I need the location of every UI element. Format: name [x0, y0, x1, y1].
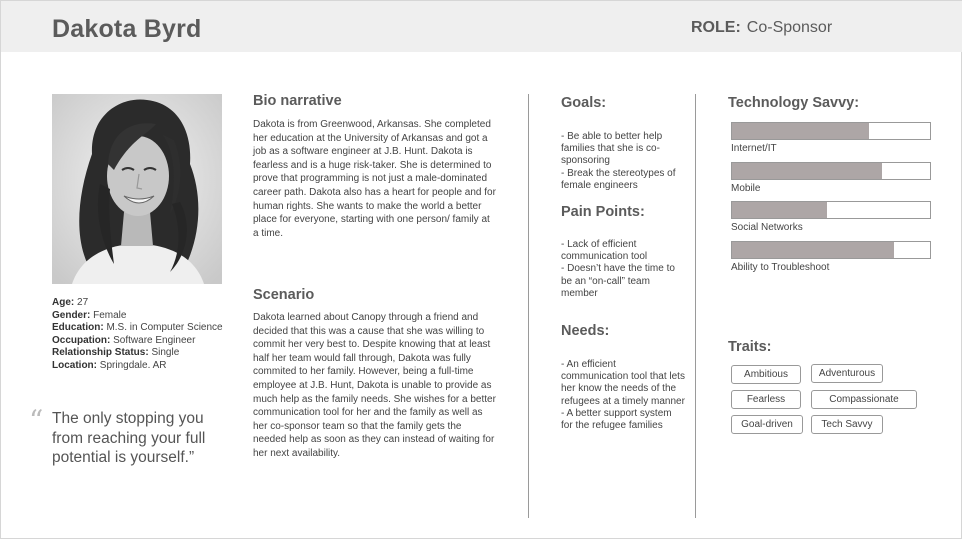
header-bar [1, 1, 962, 52]
list-item: - A better support system for the refugee families [561, 407, 672, 432]
list-item: - Doesn’t have the time to be an “on-call” team member [561, 263, 675, 299]
scenario-text: Dakota learned about Canopy through a friend and decided that this was a cause that she was willing to commit her very best to. Despite knowing that at least half her team would fall through, Dakota was fully commited to her family. However, being a full-time employee at J.B. Hunt, Dakota is unable to provide as much help as the family needs. She wishes for a better communication tool for her and the family as well as her co-sponsor team so that the family gets the needed help as soon as they can instead of waiting for her next availability. [253, 312, 496, 459]
column-divider [528, 94, 529, 518]
scenario-title: Scenario [253, 287, 315, 303]
fact-label: Location: [52, 359, 97, 371]
fact-age [52, 297, 223, 310]
fact-label: Occupation: [52, 334, 111, 346]
trait-tag: Goal-driven [731, 415, 803, 434]
skill-bar-fill [732, 242, 894, 258]
goals-list [561, 131, 685, 192]
trait-tag: Fearless [731, 390, 801, 409]
skill-bar-internet [731, 122, 931, 140]
fact-label: Age: [52, 297, 75, 308]
column-divider [695, 94, 696, 518]
needs-title: Needs: [561, 323, 610, 339]
skill-bar-social [731, 201, 931, 219]
fact-occupation [52, 335, 223, 348]
tech-title: Technology Savvy: [728, 95, 860, 111]
skill-bar-fill [732, 163, 882, 179]
fact-value: Female [93, 309, 127, 321]
quote-text: The only stopping you from reaching your full potential is yourself.” [52, 410, 206, 466]
fact-gender [52, 310, 223, 323]
role-value: Co-Sponsor [746, 19, 833, 36]
skill-label: Internet/IT [731, 143, 777, 154]
trait-tag: Tech Savvy [811, 415, 883, 434]
trait-tag: Compassionate [811, 390, 917, 409]
persona-name: Dakota Byrd [52, 15, 202, 43]
portrait-illustration [52, 94, 222, 284]
trait-tag: Adventurous [811, 364, 883, 383]
fact-education [52, 322, 223, 335]
profile-photo [52, 94, 222, 284]
skill-bar-fill [732, 123, 869, 139]
fact-value: Software Engineer [113, 334, 196, 346]
skill-bar-mobile [731, 162, 931, 180]
fact-value: Single [151, 347, 180, 359]
role-line [691, 19, 832, 37]
needs-list [561, 359, 685, 432]
trait-tag: Ambitious [731, 365, 801, 384]
skill-bar-troubleshoot [731, 241, 931, 259]
fact-value: Springdale. AR [99, 359, 167, 371]
skill-label: Social Networks [731, 222, 803, 233]
fact-location [52, 360, 223, 373]
quote-mark-icon: “ [29, 404, 44, 437]
role-label: ROLE: [691, 19, 741, 36]
fact-label: Education: [52, 322, 104, 334]
traits-title: Traits: [728, 339, 772, 355]
bio-title: Bio narrative [253, 93, 342, 109]
list-item: - An efficient communication tool that lets her know the needs of the refugees at a timely manner [561, 359, 685, 407]
pain-points-list [561, 239, 685, 300]
list-item: - Break the stereotypes of female engineers [561, 167, 676, 191]
goals-title: Goals: [561, 95, 607, 111]
fact-label: Relationship Status: [52, 347, 149, 359]
fact-relationship [52, 347, 223, 360]
skill-label: Ability to Troubleshoot [731, 262, 830, 273]
fact-label: Gender: [52, 309, 91, 321]
bio-text: Dakota is from Greenwood, Arkansas. She completed her education at the University of Arkansas and got a job as a software engineer at J.B. Hunt. Dakota is fearless and is a huge risk-taker. She is determined to prove that programming is not just a male-dominated career path. Dakota also has a heart for people and for human rights. She wants to make the world a better place for everyone, starting with one person/ family at a time. [253, 119, 496, 239]
profile-facts [52, 297, 223, 373]
pain-points-title: Pain Points: [561, 204, 645, 220]
list-item: - Be able to better help families that she is co-sponsoring [561, 131, 663, 167]
list-item: - Lack of efficient communication tool [561, 239, 648, 263]
skill-bar-fill [732, 202, 827, 218]
fact-value: 27 [77, 297, 89, 308]
fact-value: M.S. in Computer Science [106, 322, 223, 334]
skill-label: Mobile [731, 183, 761, 194]
